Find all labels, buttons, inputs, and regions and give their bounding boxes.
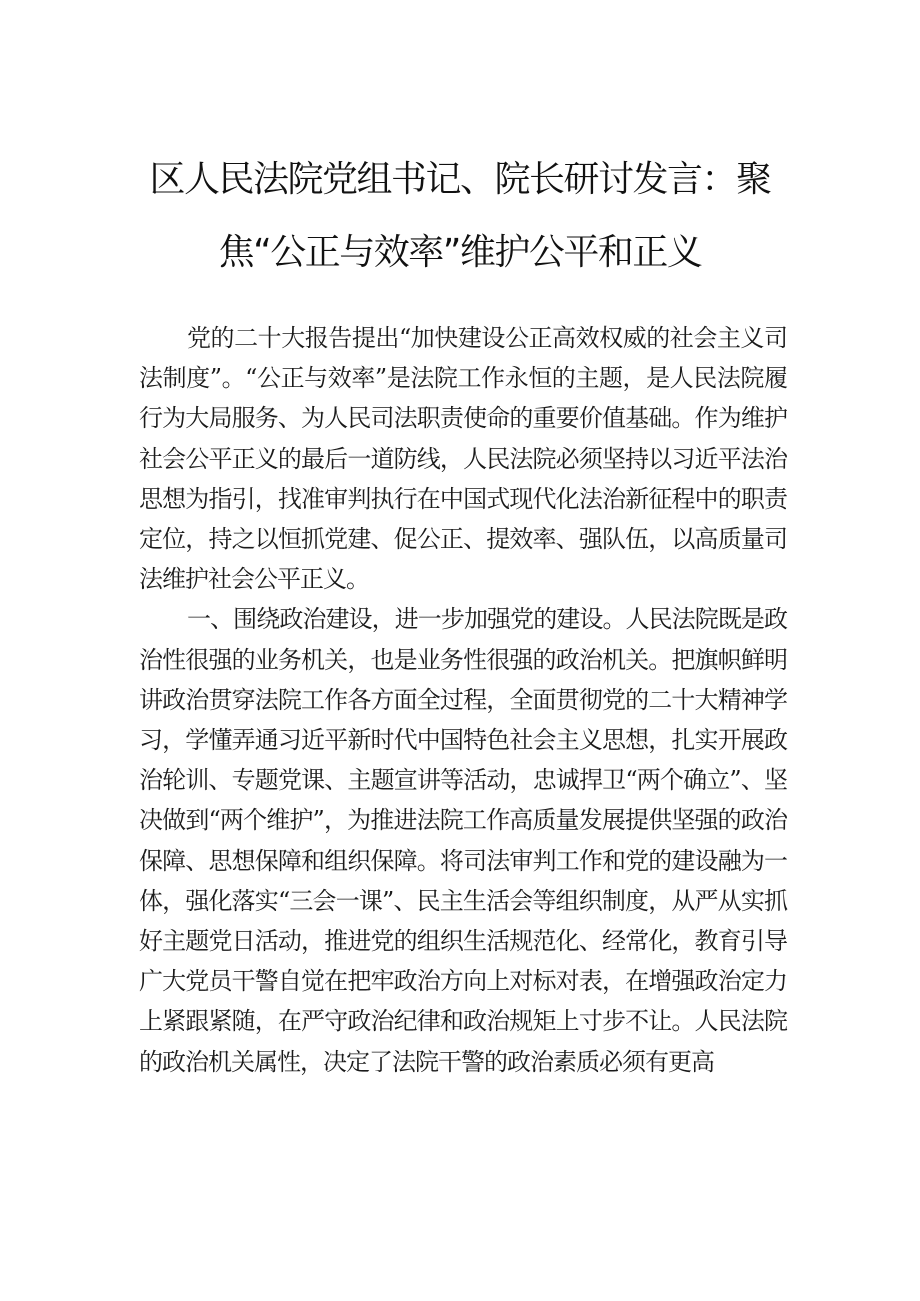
- document-title: 区人民法院党组书记、院长研讨发言：聚焦“公正与效率”维护公平和正义: [149, 159, 771, 273]
- document-body: [139, 318, 787, 1082]
- paragraph-intro: 党的二十大报告提出“加快建设公正高效权威的社会主义司法制度”。“公正与效率”是法院工作永恒的主题，是人民法院履行为大局服务、为人民司法职责使命的重要价值基础。作为维护社会公平正义的最后一道防线，人民法院必须坚持以习近平法治思想为指引，找准审判执行在中国式现代化法治新征程中的职责定位，持之以恒抓党建、促公正、提效率、强队伍，以高质量司法维护社会公平正义。: [139, 324, 787, 594]
- paragraph-section-one: 一、围绕政治建设，进一步加强党的建设。人民法院既是政治性很强的业务机关，也是业务性很强的政治机关。把旗帜鲜明讲政治贯穿法院工作各方面全过程，全面贯彻党的二十大精神学习，学懂弄通习近平新时代中国特色社会主义思想，扎实开展政治轮训、专题党课、主题宣讲等活动，忠诚捍卫“两个确立”、坚决做到“两个维护”，为推进法院工作高质量发展提供坚强的政治保障、思想保障和组织保障。将司法审判工作和党的建设融为一体，强化落实“三会一课”、民主生活会等组织制度，从严从实抓好主题党日活动，推进党的组织生活规范化、经常化，教育引导广大党员干警自觉在把牢政治方向上对标对表，在增强政治定力上紧跟紧随，在严守政治纪律和政治规矩上寸步不让。人民法院的政治机关属性，决定了法院干警的政治素质必须有更高: [139, 605, 787, 1076]
